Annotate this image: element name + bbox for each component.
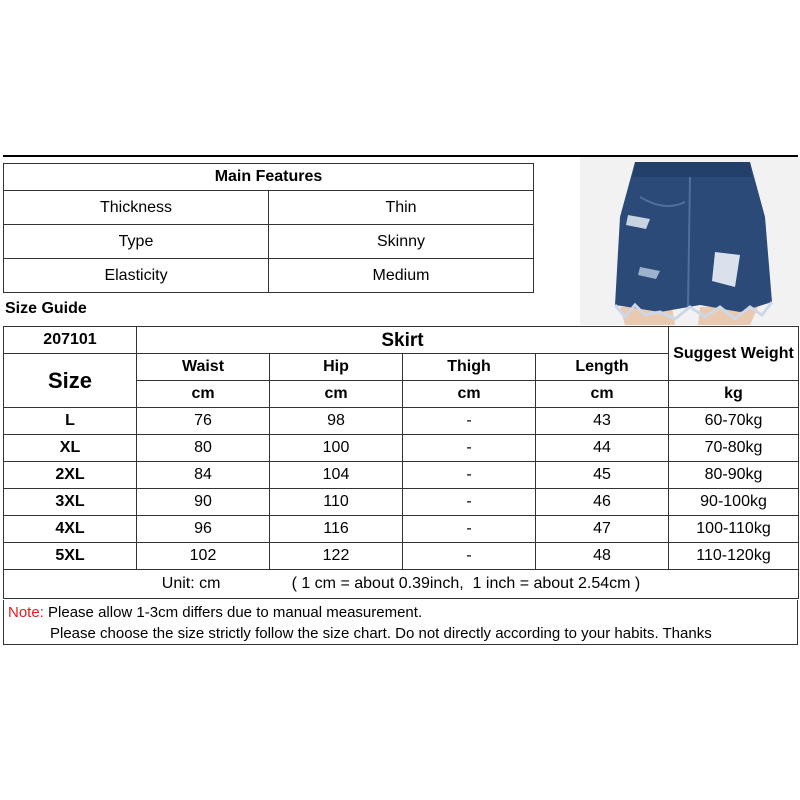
note-line-1 bbox=[8, 604, 422, 621]
main-features-title: Main Features bbox=[4, 164, 534, 191]
weight-value: 60-70kg bbox=[669, 408, 799, 435]
size-value: L bbox=[4, 408, 137, 435]
hip-value: 110 bbox=[270, 489, 403, 516]
table-row bbox=[4, 462, 799, 489]
weight-value: 110-120kg bbox=[669, 543, 799, 570]
unit-waist: cm bbox=[137, 381, 270, 408]
waist-value: 84 bbox=[137, 462, 270, 489]
table-row bbox=[4, 489, 799, 516]
waist-value: 76 bbox=[137, 408, 270, 435]
table-row bbox=[4, 516, 799, 543]
note-box bbox=[3, 600, 798, 645]
feature-row bbox=[4, 259, 534, 293]
note-label: Note: bbox=[8, 604, 44, 621]
size-value: 3XL bbox=[4, 489, 137, 516]
table-row bbox=[4, 543, 799, 570]
note-text-2: Please choose the size strictly follow the size chart. Do not directly according to your habits. Thanks bbox=[50, 625, 712, 642]
length-value: 45 bbox=[536, 462, 669, 489]
feature-row bbox=[4, 225, 534, 259]
feature-value: Skinny bbox=[269, 225, 534, 259]
weight-value: 80-90kg bbox=[669, 462, 799, 489]
length-value: 46 bbox=[536, 489, 669, 516]
length-value: 47 bbox=[536, 516, 669, 543]
column-header-thigh: Thigh bbox=[403, 354, 536, 381]
length-value: 48 bbox=[536, 543, 669, 570]
table-row bbox=[4, 435, 799, 462]
unit-hip: cm bbox=[270, 381, 403, 408]
length-value: 43 bbox=[536, 408, 669, 435]
column-header-waist: Waist bbox=[137, 354, 270, 381]
thigh-value: - bbox=[403, 435, 536, 462]
weight-value: 70-80kg bbox=[669, 435, 799, 462]
feature-value: Medium bbox=[269, 259, 534, 293]
size-value: 2XL bbox=[4, 462, 137, 489]
hip-value: 98 bbox=[270, 408, 403, 435]
suggest-weight-header: Suggest Weight bbox=[669, 327, 799, 381]
size-guide-label: Size Guide bbox=[5, 300, 87, 317]
feature-label: Thickness bbox=[4, 191, 269, 225]
waist-value: 90 bbox=[137, 489, 270, 516]
column-header-length: Length bbox=[536, 354, 669, 381]
weight-value: 90-100kg bbox=[669, 489, 799, 516]
waist-value: 102 bbox=[137, 543, 270, 570]
denim-skirt-illustration bbox=[580, 157, 800, 325]
unit-conversion-line: Unit: cm ( 1 cm = about 0.39inch, 1 inch = about 2.54cm ) bbox=[4, 570, 799, 599]
thigh-value: - bbox=[403, 408, 536, 435]
size-value: 4XL bbox=[4, 516, 137, 543]
size-value: 5XL bbox=[4, 543, 137, 570]
main-features-table bbox=[3, 163, 534, 293]
product-image bbox=[580, 157, 800, 325]
waist-value: 96 bbox=[137, 516, 270, 543]
waist-value: 80 bbox=[137, 435, 270, 462]
hip-value: 122 bbox=[270, 543, 403, 570]
unit-thigh: cm bbox=[403, 381, 536, 408]
feature-label: Type bbox=[4, 225, 269, 259]
thigh-value: - bbox=[403, 489, 536, 516]
hip-value: 104 bbox=[270, 462, 403, 489]
unit-weight: kg bbox=[669, 381, 799, 408]
unit-length: cm bbox=[536, 381, 669, 408]
column-header-hip: Hip bbox=[270, 354, 403, 381]
feature-value: Thin bbox=[269, 191, 534, 225]
model-number: 207101 bbox=[4, 327, 137, 354]
length-value: 44 bbox=[536, 435, 669, 462]
table-row bbox=[4, 408, 799, 435]
hip-value: 100 bbox=[270, 435, 403, 462]
size-value: XL bbox=[4, 435, 137, 462]
weight-value: 100-110kg bbox=[669, 516, 799, 543]
skirt-group-header: Skirt bbox=[137, 327, 669, 354]
note-text-1: Please allow 1-3cm differs due to manual measurement. bbox=[48, 604, 423, 621]
hip-value: 116 bbox=[270, 516, 403, 543]
thigh-value: - bbox=[403, 462, 536, 489]
thigh-value: - bbox=[403, 516, 536, 543]
feature-label: Elasticity bbox=[4, 259, 269, 293]
size-header: Size bbox=[4, 354, 137, 408]
feature-row bbox=[4, 191, 534, 225]
thigh-value: - bbox=[403, 543, 536, 570]
size-chart-table bbox=[3, 326, 799, 599]
